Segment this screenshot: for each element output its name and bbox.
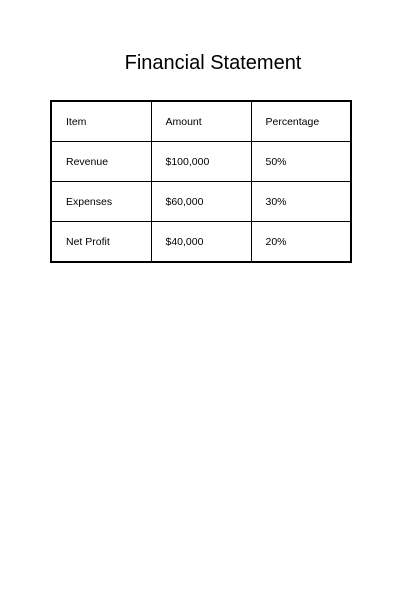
table-row [51, 142, 351, 182]
page-title: Financial Statement [124, 52, 302, 74]
cell-item: Revenue [51, 142, 151, 182]
cell-amount: $60,000 [151, 182, 251, 222]
cell-percentage: 30% [251, 182, 351, 222]
cell-amount: $100,000 [151, 142, 251, 182]
table-row [51, 182, 351, 222]
table-row [51, 222, 351, 263]
cell-item: Net Profit [51, 222, 151, 263]
cell-item: Expenses [51, 182, 151, 222]
header-percentage: Percentage [251, 101, 351, 142]
header-amount: Amount [151, 101, 251, 142]
table-header-row [51, 101, 351, 142]
header-item: Item [51, 101, 151, 142]
cell-percentage: 20% [251, 222, 351, 263]
cell-amount: $40,000 [151, 222, 251, 263]
financial-table [50, 100, 352, 263]
cell-percentage: 50% [251, 142, 351, 182]
